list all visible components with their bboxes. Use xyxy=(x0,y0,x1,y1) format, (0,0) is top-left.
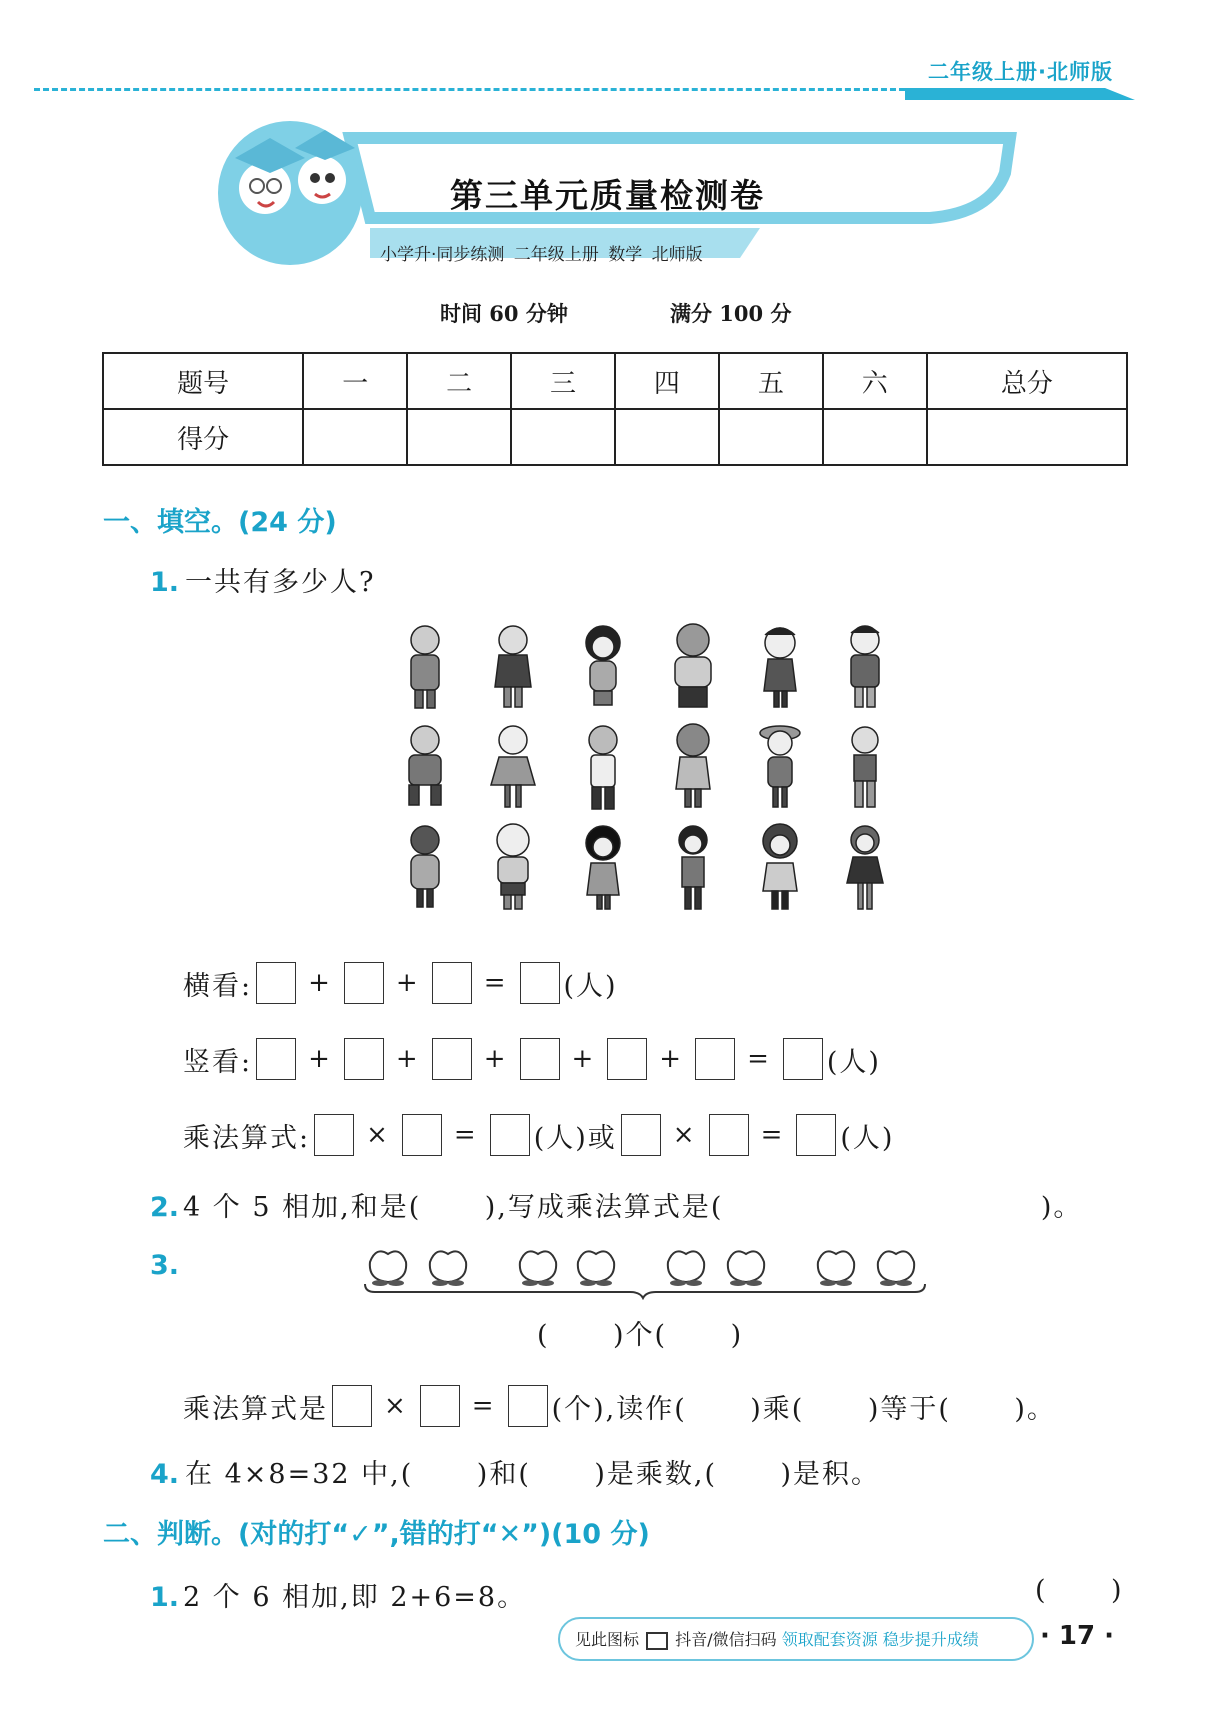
peach-icon xyxy=(878,1251,914,1282)
answer-box[interactable] xyxy=(256,1038,296,1080)
person-icon xyxy=(409,726,441,805)
table-header-cell: 总分 xyxy=(927,353,1127,409)
answer-box[interactable] xyxy=(344,1038,384,1080)
unit-label: (人) xyxy=(840,1122,895,1154)
q1-line xyxy=(150,560,376,599)
person-icon xyxy=(589,726,617,809)
person-icon xyxy=(497,824,529,909)
section1-title: 一、填空。(24 分) xyxy=(103,507,337,538)
s2-q1-text: 2 个 6 相加,即 2+6=8。 xyxy=(183,1582,527,1613)
peach-icon xyxy=(578,1251,614,1282)
q4-line xyxy=(150,1452,880,1491)
person-icon xyxy=(586,826,620,909)
person-icon xyxy=(847,826,883,909)
q4-number: 4. xyxy=(150,1459,180,1490)
vertical-equation: 竖看: + + + + + = (人) xyxy=(183,1038,881,1080)
section2-title: 二、判断。(对的打“✓”,错的打“✕”)(10 分) xyxy=(103,1519,650,1550)
table-row-label: 得分 xyxy=(103,409,303,465)
answer-box[interactable] xyxy=(402,1114,442,1156)
table-header-cell: 六 xyxy=(823,353,927,409)
exam-full-score: 满分 100 分 xyxy=(670,301,792,326)
horizontal-label: 横看: xyxy=(183,970,253,1002)
answer-box[interactable] xyxy=(709,1114,749,1156)
score-cell[interactable] xyxy=(303,409,407,465)
exam-time: 时间 60 分钟 xyxy=(440,301,568,326)
answer-box[interactable] xyxy=(314,1114,354,1156)
people-grid xyxy=(395,615,915,935)
peach-icon xyxy=(430,1251,466,1282)
answer-box[interactable] xyxy=(783,1038,823,1080)
table-header-cell: 四 xyxy=(615,353,719,409)
person-icon xyxy=(679,826,707,909)
or-label: 或 xyxy=(587,1122,617,1154)
person-icon xyxy=(763,824,797,909)
unit-label: (人) xyxy=(826,1046,881,1078)
score-cell[interactable] xyxy=(927,409,1127,465)
exam-subtitle: 小学升·同步练测 二年级上册 数学 北师版 xyxy=(380,245,703,265)
q3-under-text: ( )个( ) xyxy=(537,1320,744,1351)
score-table-header-row xyxy=(103,353,1127,409)
footer-blue-text: 领取配套资源 稳步提升成绩 xyxy=(781,1630,979,1649)
person-icon xyxy=(411,626,439,708)
person-icon xyxy=(851,626,879,707)
q3-equation: 乘法算式是 × = (个),读作( )乘( )等于( )。 xyxy=(183,1385,1056,1427)
judge-answer-paren[interactable]: ( ) xyxy=(1035,1575,1124,1606)
person-icon xyxy=(495,626,531,707)
q3-number: 3. xyxy=(150,1250,180,1281)
person-icon xyxy=(852,727,878,807)
peach-icon xyxy=(370,1251,406,1282)
q1-number: 1. xyxy=(150,567,180,598)
person-icon xyxy=(586,626,620,705)
answer-box[interactable] xyxy=(432,1038,472,1080)
peach-icon xyxy=(818,1251,854,1282)
score-cell[interactable] xyxy=(407,409,511,465)
score-table xyxy=(102,352,1128,466)
answer-box[interactable] xyxy=(520,962,560,1004)
table-header-cell: 题号 xyxy=(103,353,303,409)
page-number: · 17 · xyxy=(1040,1621,1115,1651)
peaches-figure xyxy=(360,1240,930,1300)
q3-tail: (个),读作( )乘( )等于( )。 xyxy=(551,1393,1056,1425)
brace-icon xyxy=(365,1284,925,1298)
answer-box[interactable] xyxy=(796,1114,836,1156)
q3-mult-label: 乘法算式是 xyxy=(183,1393,328,1425)
s2-q1-number: 1. xyxy=(150,1582,180,1613)
unit-label: (人) xyxy=(563,970,618,1002)
q4-text: 在 4×8=32 中,( )和( )是乘数,( )是积。 xyxy=(185,1459,881,1490)
mult-label: 乘法算式: xyxy=(183,1122,311,1154)
peach-icon xyxy=(728,1251,764,1282)
person-icon xyxy=(491,726,535,807)
s2-q1-line xyxy=(150,1575,526,1614)
answer-box[interactable] xyxy=(695,1038,735,1080)
answer-box[interactable] xyxy=(508,1385,548,1427)
answer-box[interactable] xyxy=(490,1114,530,1156)
footer-text-prefix: 见此图标 xyxy=(575,1630,640,1649)
peach-icon xyxy=(520,1251,556,1282)
horizontal-equation: 横看: + + = (人) xyxy=(183,962,618,1004)
score-table-score-row xyxy=(103,409,1127,465)
person-icon xyxy=(411,826,439,907)
scan-icon xyxy=(646,1632,668,1650)
table-header-cell: 三 xyxy=(511,353,615,409)
answer-box[interactable] xyxy=(420,1385,460,1427)
vertical-label: 竖看: xyxy=(183,1046,253,1078)
peach-icon xyxy=(668,1251,704,1282)
answer-box[interactable] xyxy=(432,962,472,1004)
answer-box[interactable] xyxy=(520,1038,560,1080)
person-icon xyxy=(764,628,796,707)
q2-text: 4 个 5 相加,和是( ),写成乘法算式是( )。 xyxy=(183,1192,1083,1223)
person-icon xyxy=(760,726,800,807)
score-cell[interactable] xyxy=(719,409,823,465)
footer-text-scan: 抖音/微信扫码 xyxy=(675,1630,777,1649)
table-header-cell: 二 xyxy=(407,353,511,409)
unit-label: (人) xyxy=(533,1122,588,1154)
exam-title: 第三单元质量检测卷 xyxy=(450,176,765,215)
grade-label: 二年级上册·北师版 xyxy=(928,60,1113,84)
answer-box[interactable] xyxy=(344,962,384,1004)
answer-box[interactable] xyxy=(607,1038,647,1080)
q1-text: 一共有多少人? xyxy=(185,567,376,598)
footer-text xyxy=(575,1627,979,1650)
q2-line xyxy=(150,1185,1082,1224)
q2-number: 2. xyxy=(150,1192,180,1223)
answer-box[interactable] xyxy=(256,962,296,1004)
person-icon xyxy=(676,724,710,807)
answer-box[interactable] xyxy=(332,1385,372,1427)
person-icon xyxy=(675,624,711,707)
multiplication-equation: 乘法算式: × = (人) 或 × = (人) xyxy=(183,1114,894,1156)
answer-box[interactable] xyxy=(621,1114,661,1156)
score-cell[interactable] xyxy=(511,409,615,465)
table-header-cell: 五 xyxy=(719,353,823,409)
header-dashed-line xyxy=(34,88,914,91)
score-cell[interactable] xyxy=(615,409,719,465)
table-header-cell: 一 xyxy=(303,353,407,409)
score-cell[interactable] xyxy=(823,409,927,465)
